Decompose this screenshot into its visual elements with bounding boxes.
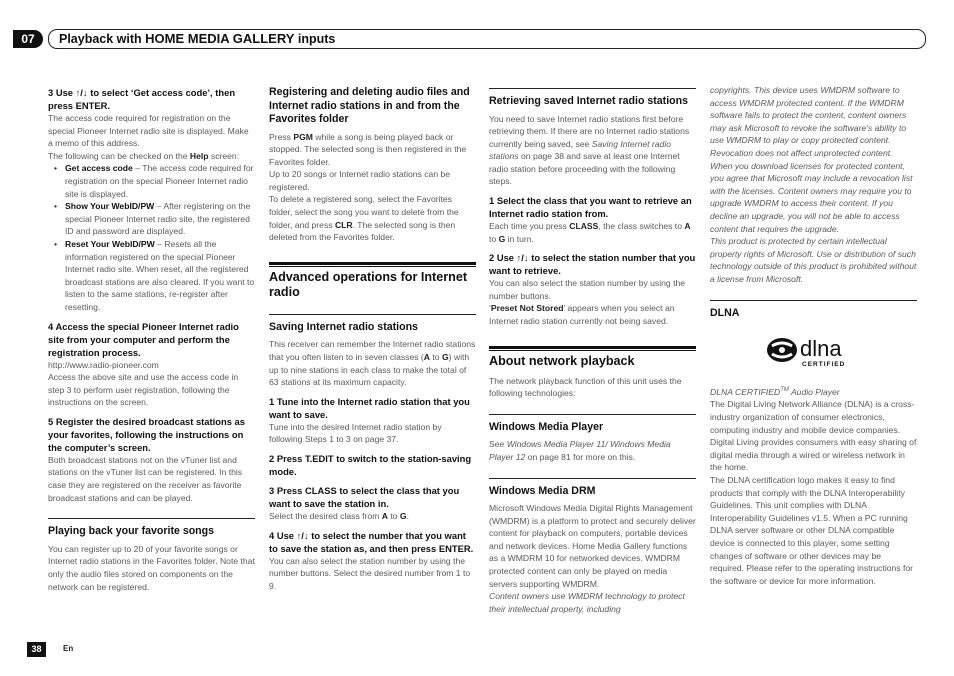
paragraph [269, 193, 476, 243]
text-run: Playing back your favorite songs [48, 525, 215, 538]
text-run: A [423, 351, 430, 362]
column-1 [48, 84, 255, 593]
text-run: Preset Not Stored [490, 303, 564, 314]
chapter-number: 07 [13, 30, 43, 48]
paragraph [269, 555, 476, 593]
text-run: CLASS [569, 221, 599, 232]
text-run: . [406, 510, 409, 521]
section-heading [489, 88, 696, 109]
text-run: ’ appears when you select an Internet radio station currently not being saved. [489, 303, 675, 327]
text-run: See [489, 439, 507, 450]
text-run: Content owners use WMDRM technology to protect their intellectual property, including [489, 591, 685, 614]
paragraph [48, 112, 255, 150]
text-run: Access the above site and use the access code in step 3 to perform user registration, following the instructions on the screen. [48, 372, 239, 408]
step-heading [269, 452, 476, 478]
text-run: CLR [334, 219, 353, 230]
section-heading [48, 518, 255, 539]
paragraph [710, 84, 917, 235]
text-run: PGM [293, 131, 313, 142]
text-run: The DLNA certification logo makes it easy to find products that comply with the DLNA Interoperability Guidelines. This unit complies with DLNA Interoperability Guidelines v1.5. When a PC running DLNA server software or other DLNA compatible device is connected to this player, some setting changes of software or other devices may be required. Please refer to the operating instructions for the software or device for more information. [710, 475, 914, 586]
text-run: G [399, 510, 407, 521]
text-run: The following can be checked on the [48, 150, 190, 161]
text-run: 5 Register the desired broadcast stations as your favorites, following the instructions on the computer’s screen. [48, 415, 245, 453]
text-run: 2 Press T.EDIT to switch to the station-saving mode. [269, 452, 472, 477]
text-run: 2 Use ↑/↓ to select the station number that you want to retrieve. [489, 252, 696, 277]
title-post: inputs [294, 32, 336, 46]
text-run: The network playback function of this unit uses the following technologies: [489, 375, 682, 399]
text-run: Windows Media Player 11/ Windows Media Player 12 [489, 439, 671, 462]
text-run: Show Your WebID/PW [65, 201, 155, 212]
text-run: on page 81 for more on this. [525, 451, 636, 462]
text-run: Retrieving saved Internet radio stations [489, 95, 688, 107]
text-run: A [684, 221, 691, 232]
text-run: to [387, 510, 400, 521]
paragraph [489, 220, 696, 245]
text-run: http://www.radio-pioneer.com [48, 359, 159, 370]
text-run: on page 38 and save at least one Internet radio station before proceeding with the following steps. [489, 151, 680, 187]
step-heading [48, 86, 255, 112]
text-run: Registering and deleting audio files and Internet radio stations in and from the Favorites folder [269, 86, 470, 125]
text-run: To delete a registered song, select the Favorites folder, select the song you want to delete from the folder, and press [269, 194, 459, 230]
major-heading [269, 262, 476, 300]
paragraph [269, 510, 476, 523]
paragraph [489, 302, 696, 327]
text-run: Both broadcast stations not on the vTuner list and stations on the vTuner list can be registered. In this case they are registered on the receiver as favorite broadcast stations and can be played. [48, 454, 243, 503]
text-run: Audio Player [788, 386, 840, 397]
column-4 [710, 84, 917, 587]
title-caps: HOME MEDIA GALLERY [145, 31, 295, 46]
step-heading [48, 415, 255, 454]
text-run: – Resets all the information registered on the special Pioneer Internet radio site. When reset, all the registered broadcast stations are also cleared. If you want to listen to the same stations, re-register after resetting. [65, 238, 255, 312]
text-run: G [441, 351, 449, 362]
paragraph [48, 454, 255, 504]
text-run: copyrights. This device uses WMDRM software to access WMDRM protected content. If the WMDRM software fails to protect the content, content owners may ask Microsoft to revoke the software’s ability to use WMDRM to play or copy protected content. Revocation does not affect unprotected content. When you download licenses for protected content, you agree that Microsoft may include a revocation list with the licenses. Content owners may require you to upgrade WMDRM to access their content. If you decline an upgrade, you will not be able to access content that requires the upgrade. [710, 85, 913, 234]
text-run: This receiver can remember the Internet radio stations that you often listen to in seven classes ( [269, 339, 476, 362]
page-number: 38 [27, 642, 46, 657]
paragraph [489, 277, 696, 302]
logo-subtext: CERTIFIED [801, 361, 845, 368]
step-heading [269, 484, 476, 510]
paragraph [269, 131, 476, 169]
chapter-title [48, 29, 926, 49]
step-heading [48, 320, 255, 359]
text-run: – The access code required for registration on the special Pioneer Internet radio site is displayed. [65, 163, 254, 199]
text-run: 3 Use ↑/↓ to select ‘Get access code’, then press ENTER. [48, 87, 236, 111]
step-heading [489, 194, 696, 220]
paragraph [489, 438, 696, 463]
bullet-item [48, 162, 255, 200]
text-run: This product is protected by certain intellectual property rights of Microsoft. Use or distribution of such technology outside of this product is prohibited without a license from Microsoft. [710, 236, 917, 284]
text-run: in turn. [505, 233, 534, 244]
paragraph [710, 235, 917, 285]
text-run: You can register up to 20 of your favorite songs or Internet radio stations in the Favorites folder. Note that only the audio files stored on components on the network can be registered. [48, 543, 255, 592]
text-run: Up to 20 songs or Internet radio stations can be registered. [269, 169, 451, 192]
text-run: – After registering on the special Pioneer Internet radio site, the registered ID and password are displayed. [65, 201, 251, 237]
text-run: DLNA CERTIFIED [710, 386, 781, 397]
text-run: Saving Internet radio stations [269, 320, 418, 333]
text-run: You can also select the station number by using the number buttons. [489, 278, 686, 301]
text-run: You need to save Internet radio stations first before retrieving them. If there are no Internet radio stations currently being saved, see [489, 113, 690, 149]
paragraph [710, 474, 917, 587]
paragraph [489, 375, 696, 400]
text-run: About network playback [489, 353, 635, 368]
text-run: G [498, 233, 506, 244]
paragraph [489, 502, 696, 590]
text-run: ‘ [489, 303, 491, 314]
column-3 [489, 84, 696, 615]
text-run: while a song is being played back or stopped. The selected song is then registered in the Favorites folder. [269, 131, 467, 167]
text-run: Reset Your WebID/PW [65, 238, 155, 249]
step-heading [489, 251, 696, 277]
step-heading [269, 529, 476, 555]
section-heading [489, 478, 696, 499]
text-run: 3 Press CLASS to select the class that you want to save the station in. [269, 484, 460, 509]
text-run: Advanced operations for Internet radio [269, 269, 468, 299]
paragraph [269, 338, 476, 388]
paragraph [489, 113, 696, 189]
paragraph [710, 384, 917, 398]
text-run: Help [189, 150, 209, 161]
paragraph [48, 150, 255, 163]
section-heading [269, 314, 476, 335]
column-2 [269, 84, 476, 592]
text-run: 1 Select the class that you want to retrieve an Internet radio station from. [489, 195, 692, 220]
text-run: The Digital Living Network Alliance (DLNA) is a cross-industry organization of consumer electronics, computing industry and mobile device companies. Digital Living provides consumers with easy sharing of digital media through a wired or wireless network in the home. [710, 399, 917, 473]
section-heading [489, 414, 696, 435]
text-run: Get access code [65, 163, 133, 174]
text-run: 4 Access the special Pioneer Internet radio site from your computer and perform the registration process. [48, 320, 239, 358]
text-run: to [430, 351, 442, 362]
text-run: screen: [208, 150, 240, 161]
step-heading [269, 395, 476, 421]
bullet-item [48, 238, 255, 314]
paragraph [48, 543, 255, 593]
text-run: to [489, 233, 499, 244]
major-heading [489, 346, 696, 369]
paragraph [710, 398, 917, 474]
dlna-logo-icon [766, 330, 862, 370]
text-run: 4 Use ↑/↓ to select the number that you want to save the station as, and then press ENTER. [269, 529, 474, 554]
text-run: Saving Internet radio stations [489, 138, 672, 162]
paragraph [269, 168, 476, 193]
logo-text: dlna [799, 336, 842, 361]
bullet-item [48, 200, 255, 238]
text-run: You can also select the station number by using the number buttons. Select the desired number from 1 to 9. [269, 555, 471, 591]
section-heading [710, 300, 917, 321]
text-run: TM [780, 387, 789, 393]
dlna-logo [710, 326, 917, 374]
text-run: Windows Media DRM [489, 484, 596, 497]
section-heading [269, 86, 476, 127]
text-run: ) with up to nine stations in each class to make the total of 63 stations at its maximum capacity. [269, 351, 470, 388]
paragraph [48, 359, 255, 372]
text-run: Tune into the desired Internet radio station by following Steps 1 to 3 on page 37. [269, 421, 442, 445]
paragraph [269, 421, 476, 446]
text-run: Each time you press [489, 221, 570, 232]
paragraph [48, 371, 255, 409]
language-label: En [63, 644, 74, 653]
text-run: , the class switches to [598, 221, 685, 232]
text-run: The access code required for registration on the special Pioneer Internet radio site is displayed. Make a memo of this address. [48, 113, 249, 149]
text-run: Microsoft Windows Media Digital Rights Management (WMDRM) is a platform to protect and securely deliver content for playback on computers, portable devices and network devices. Home Media Gallery functions as a WMDRM 10 for networked devices. WMDRM protected content can only be played on media servers supporting WMDRM. [489, 503, 696, 589]
paragraph [489, 590, 696, 615]
text-run: Press [269, 131, 294, 142]
title-pre: Playback with [59, 32, 146, 46]
text-run: DLNA [710, 306, 740, 319]
text-run: 1 Tune into the Internet radio station that you want to save. [269, 395, 470, 420]
text-run: A [381, 510, 388, 521]
text-run: Windows Media Player [489, 420, 604, 433]
text-run: Select the desired class from [269, 510, 382, 521]
text-run: . The selected song is then deleted from the Favorites folder. [269, 219, 456, 243]
